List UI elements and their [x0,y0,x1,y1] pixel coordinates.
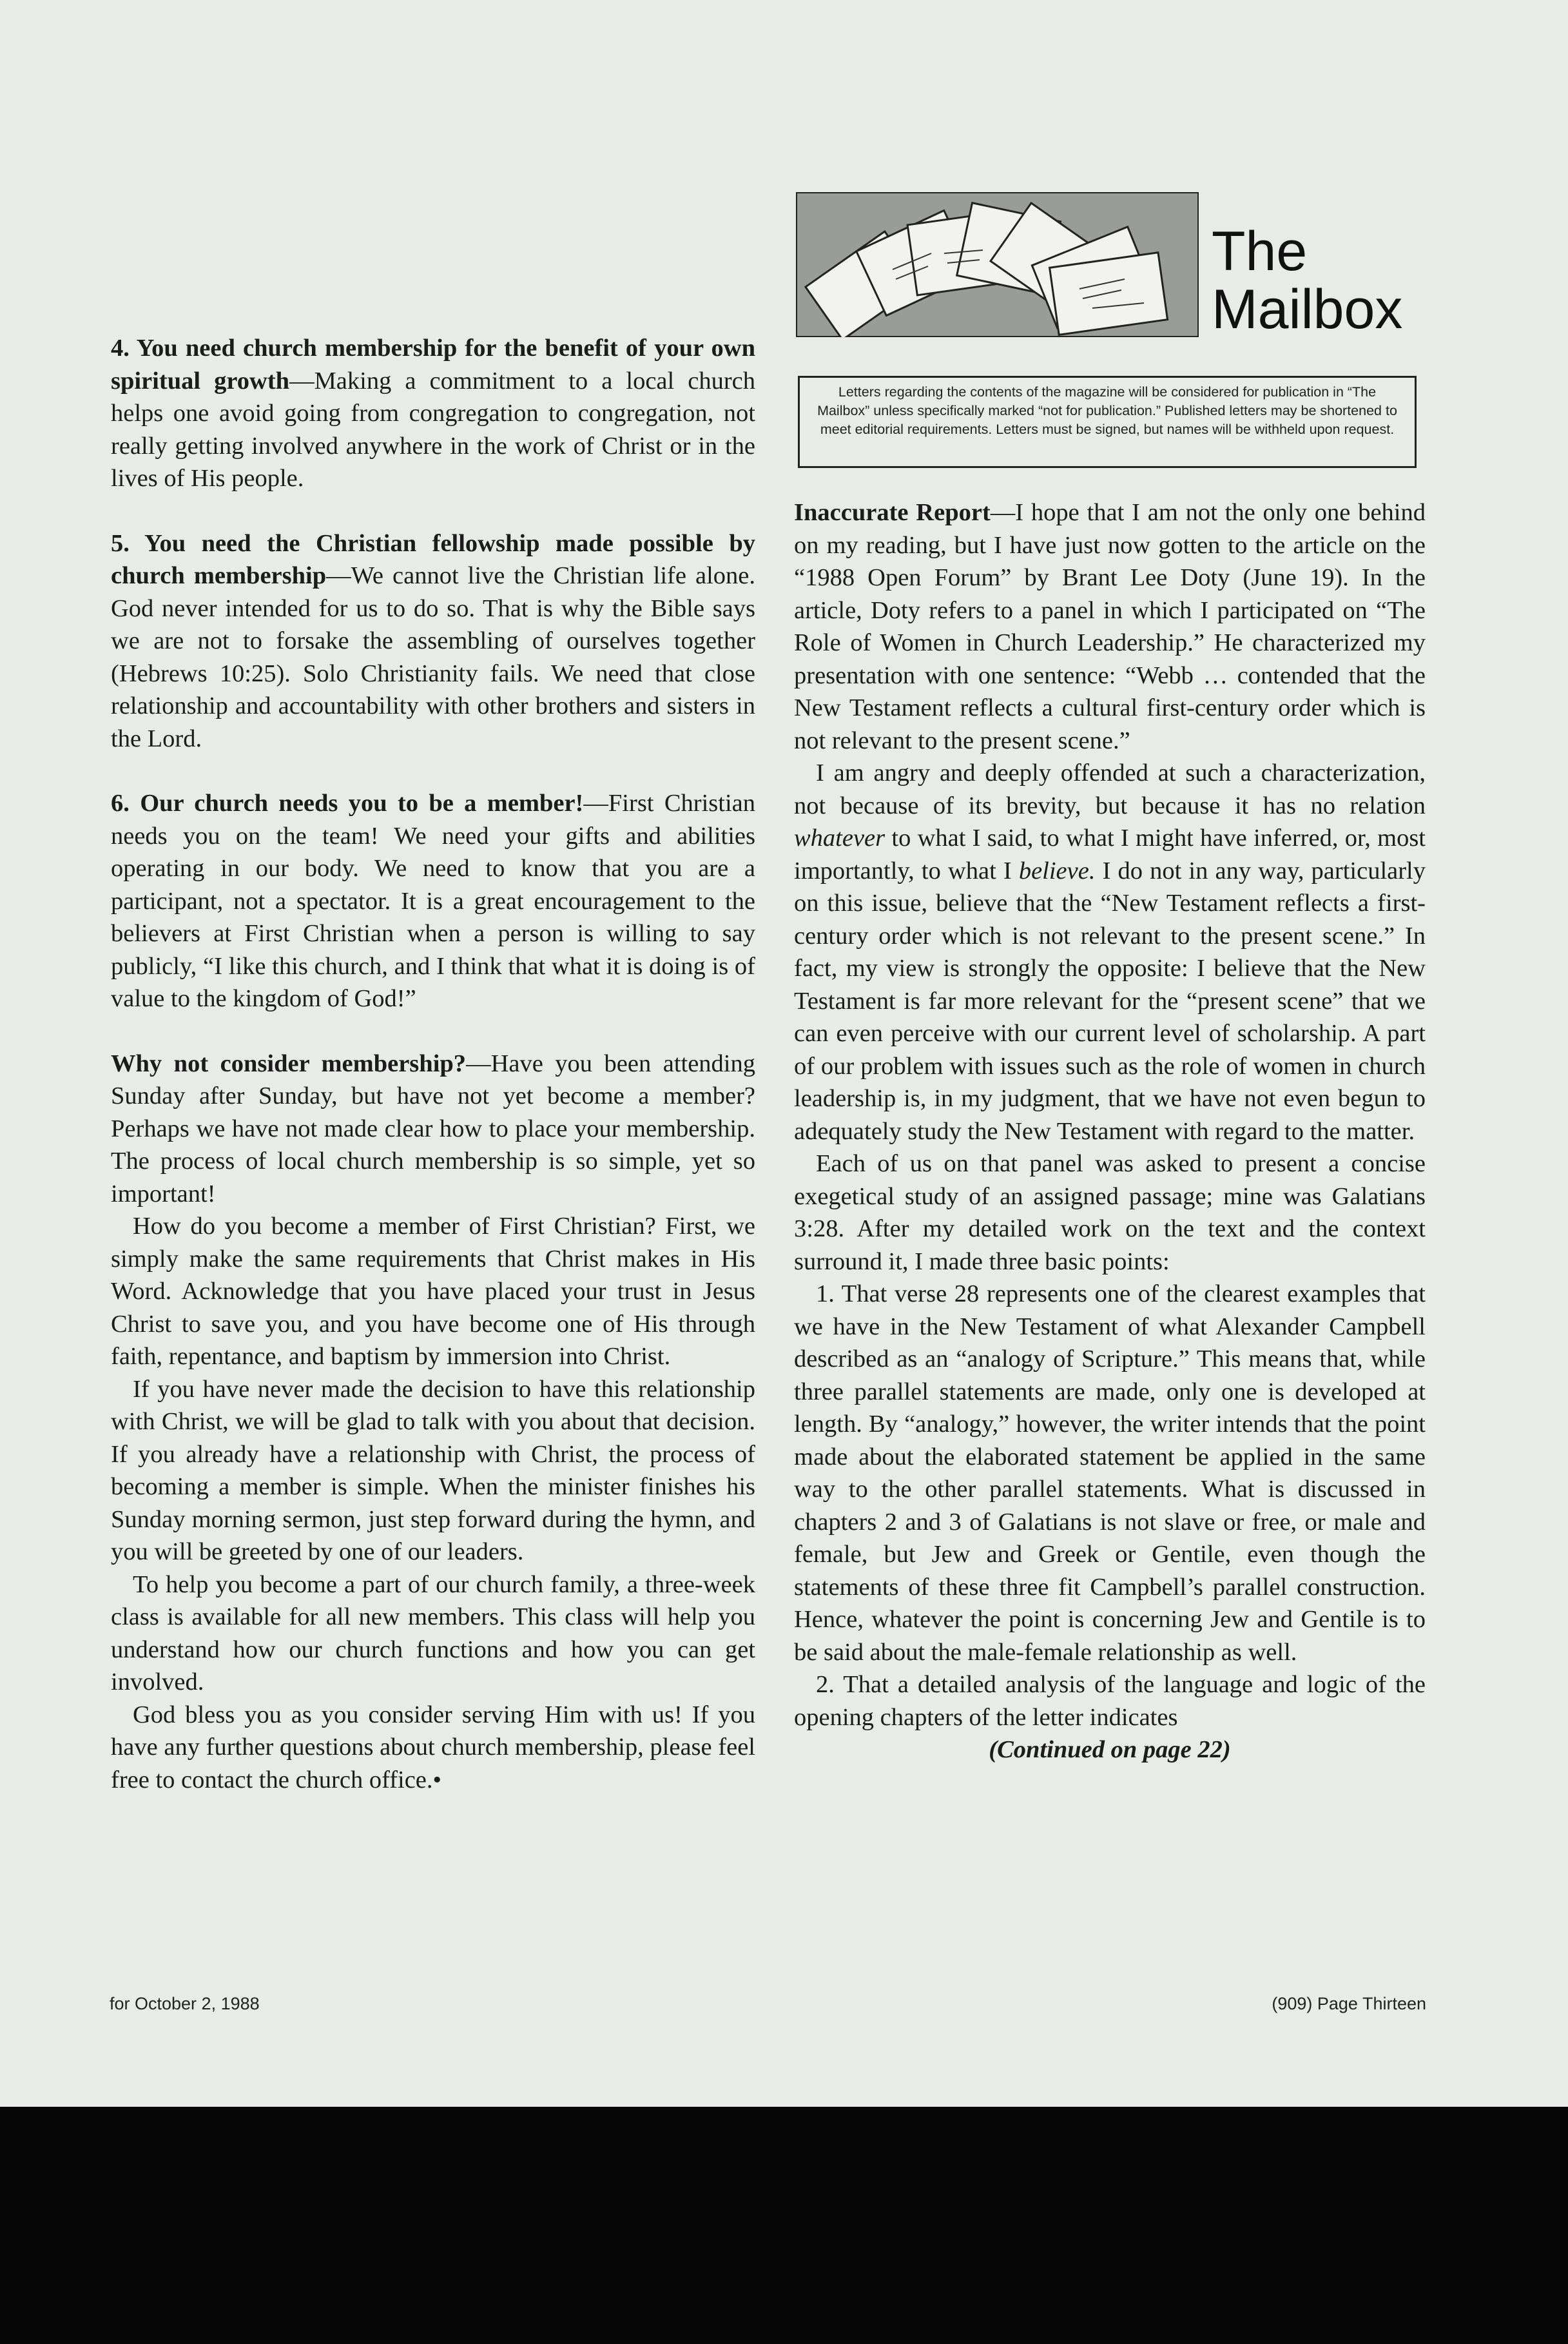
right-paragraph: 2. That a detailed analysis of the language and logic of the opening chapters of the letter indicates [794,1671,1426,1731]
point-6 [111,787,755,1015]
point-4-heading: 4. You need church membership for the benefit of your own spiritual growth [111,335,755,395]
right-column [794,496,1426,1766]
text-run: I do not in any way, particularly on this issue, believe that the “New Testament reflects a first-century order which is not relevant to the present scene.” In fact, my view is strongly the opposite: I believe that the New Testament is far more relevant for the “present scene” that we can even perceive with our current level of scholarship. A part of our problem with issues such as the role of women in church leadership is, in my judgment, that we have not even begun to adequately study the New Testament with regard to the matter. [794,857,1426,1145]
envelopes-illustration [796,192,1199,337]
continued-note: (Continued on page 22) [989,1736,1231,1763]
point-6-heading: 6. Our church needs you to be a member! [111,790,584,817]
mailbox-title [1212,222,1402,338]
text-run: to what I said, to what I might have inferred, or, most importantly, to what I [794,825,1426,884]
left-paragraph: If you have never made the decision to have this relationship with Christ, we will be glad to talk with you about that decision. If you already have a relationship with Christ, the process of becoming a member is simple. When the minister finishes his Sunday morning sermon, just step forward during the hymn, and you will be greeted by one of our leaders. [111,1375,755,1565]
point-6-text: —First Christian needs you on the team! We need your gifts and abilities operating in our body. We need to know that you are a participant, not a spectator. It is a great encouragement to the believers at First Christian when a person is willing to say publicly, “I like this church, and I think that what it is doing is of value to the kingdom of God!” [111,790,755,1012]
point-4-text: —Making a commitment to a local church helps one avoid going from congregation to congregation, not really getting involved anywhere in the work of Christ or in the lives of His people. [111,367,756,492]
mailbox-title-line2: Mailbox [1212,278,1403,340]
why-membership [111,1048,755,1211]
point-4 [111,332,755,495]
point-5-text: —We cannot live the Christian life alone. God never intended for us to do so. That is why the Bible says we are not to forsake the assembling of ourselves together (Hebrews 10:25). Solo Christianity fails. We need that close relationship and accountability with other brothers and sisters in the Lord. [111,562,755,752]
why-membership-text: —Have you been attending Sunday after Sunday, but have not yet become a member? Perhaps we have not made clear how to place your membership. The process of local church membership is so simple, yet so important! [111,1050,755,1207]
text-run: I am angry and deeply offended at such a characterization, not because of its brevity, but because it has no relation [794,759,1426,819]
right-paragraph: 1. That verse 28 represents one of the clearest examples that we have in the New Testament of what Alexander Campbell described as an “analogy of Scripture.” This means that, while three parallel statements are made, only one is developed at length. By “analogy,” however, the writer intends that the point made about the elaborated statement be applied in the same way to the other parallel statements. What is discussed in chapters 2 and 3 of Galatians is not slave or free, or male and female, but Jew and Greek or Gentile, even though the statements of these three fit Campbell’s parallel construction. Hence, whatever the point is concerning Jew and Gentile is to be said about the male-female relationship as well. [794,1280,1426,1666]
footer-date: for October 2, 1988 [110,1994,260,2013]
mailbox-title-line1: The [1212,220,1308,282]
left-paragraph: How do you become a member of First Christian? First, we simply make the same requirements that Christ makes in His Word. Acknowledge that you have placed your trust in Jesus Christ to save you, and you have become one of His through faith, repentance, and baptism by immersion into Christ. [111,1213,755,1370]
emphasis-believe: believe. [1018,857,1096,884]
letter-intro-text: —I hope that I am not the only one behind on my reading, but I have just now gotten to the article on the “1988 Open Forum” by Brant Lee Doty (June 19). In the article, Doty refers to a panel in which I participated on “The Role of Women in Church Leadership.” He characterized my presentation with one sentence: “Webb … contended that the New Testament reflects a cultural first-century order which is not relevant to the present scene.” [794,499,1426,754]
mailbox-notice: Letters regarding the contents of the magazine will be considered for publication in “The Mailbox” unless specifically marked “not for publication.” Published letters may be shortened to meet editorial requirements. Letters must be signed, but names will be withheld upon request. [798,376,1417,468]
left-column [111,332,755,1796]
point-5-heading: 5. You need the Christian fellowship made possible by church membership [111,529,755,589]
why-membership-heading: Why not consider membership? [111,1050,467,1077]
right-paragraph [794,757,1426,1148]
letter-heading: Inaccurate Report [794,499,991,526]
left-paragraph: To help you become a part of our church family, a three-week class is available for all new members. This class will help you understand how our church functions and how you can get involved. [111,1570,755,1695]
point-5 [111,527,755,756]
letter-intro [794,496,1426,757]
emphasis-whatever: whatever [794,825,886,852]
footer-page-number: (909) Page Thirteen [1272,1994,1426,2013]
left-paragraph: God bless you as you consider serving Him with us! If you have any further questions about church membership, please feel free to contact the church office.• [111,1701,755,1793]
right-paragraph: Each of us on that panel was asked to present a concise exegetical study of an assigned passage; mine was Galatians 3:28. After my detailed work on the text and the context surround it, I made three basic points: [794,1150,1426,1275]
